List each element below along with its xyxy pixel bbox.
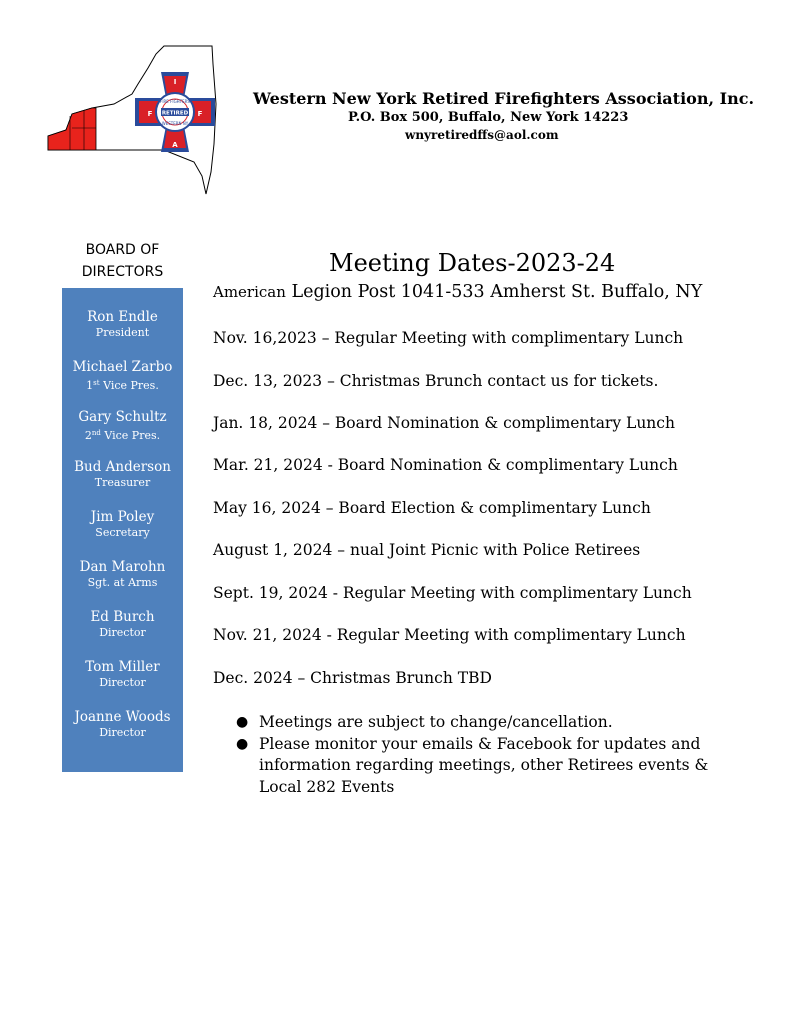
board-member xyxy=(62,309,183,340)
board-title-line2: DIRECTORS xyxy=(81,264,164,280)
list-item xyxy=(236,734,716,799)
venue-line xyxy=(213,281,702,303)
meeting-date-item: August 1, 2024 – nual Joint Picnic with Police Retirees xyxy=(213,541,641,559)
meeting-date-item: Sept. 19, 2024 - Regular Meeting with complimentary Lunch xyxy=(213,584,692,602)
member-role xyxy=(62,426,183,443)
note-text: Meetings are subject to change/cancellation. xyxy=(259,713,613,731)
member-name: Bud Anderson xyxy=(74,459,171,475)
meeting-date-item: Jan. 18, 2024 – Board Nomination & complimentary Lunch xyxy=(213,414,675,432)
board-title-line1: BOARD OF xyxy=(85,242,160,258)
member-role-rest: Vice Pres. xyxy=(99,379,159,392)
meeting-date-item: Dec. 2024 – Christmas Brunch TBD xyxy=(213,669,492,687)
member-role: President xyxy=(95,326,150,339)
page-title: Meeting Dates-2023-24 xyxy=(329,249,616,277)
board-title xyxy=(62,239,183,283)
board-member xyxy=(62,559,183,590)
meeting-date-item: May 16, 2024 – Board Election & complimentary Lunch xyxy=(213,499,651,517)
org-email: wnyretiredffs@aol.com xyxy=(405,128,559,142)
board-panel xyxy=(62,288,183,772)
member-role: Treasurer xyxy=(94,476,151,489)
member-role-ordinal: 1 xyxy=(86,379,94,392)
bullet-icon: ● xyxy=(236,714,249,730)
member-name: Gary Schultz xyxy=(78,409,167,425)
member-role-rest: Vice Pres. xyxy=(100,429,161,442)
member-name: Michael Zarbo xyxy=(72,359,173,375)
meeting-date-item: Nov. 16,2023 – Regular Meeting with complimentary Lunch xyxy=(213,329,684,347)
bullet-icon: ● xyxy=(236,735,249,752)
member-role-suffix: nd xyxy=(91,429,101,437)
member-role: Director xyxy=(99,626,146,639)
org-name: Western New York Retired Firefighters Association, Inc. xyxy=(253,89,755,108)
note-text: Please monitor your emails & Facebook for updates and information regarding meetings, other Retirees events & Local 282 Events xyxy=(259,734,709,796)
board-member xyxy=(62,609,183,640)
notes-list xyxy=(236,712,716,798)
board-member xyxy=(62,359,183,393)
board-member xyxy=(62,709,183,740)
member-name: Dan Marohn xyxy=(79,559,166,575)
member-name: Joanne Woods xyxy=(74,709,171,725)
org-address: P.O. Box 500, Buffalo, New York 14223 xyxy=(348,110,629,125)
member-name: Jim Poley xyxy=(90,509,155,525)
board-member xyxy=(62,509,183,540)
member-role-suffix: st xyxy=(93,379,100,387)
member-name: Tom Miller xyxy=(85,659,160,675)
member-role: Sgt. at Arms xyxy=(87,576,158,589)
meeting-date-item: Nov. 21, 2024 - Regular Meeting with complimentary Lunch xyxy=(213,626,686,644)
member-name: Ed Burch xyxy=(90,609,155,625)
logo-text-center: RETIRED xyxy=(161,110,189,117)
member-role: Director xyxy=(99,676,146,689)
logo-letter-bottom: A xyxy=(172,141,178,149)
venue-prefix: American xyxy=(213,283,286,301)
association-logo xyxy=(44,44,244,200)
logo-letter-right: F xyxy=(197,110,203,118)
meeting-date-item: Mar. 21, 2024 - Board Nomination & complimentary Lunch xyxy=(213,456,678,474)
list-item xyxy=(236,712,716,734)
board-member xyxy=(62,409,183,443)
member-role-ordinal: 2 xyxy=(84,429,92,442)
member-role xyxy=(62,376,183,393)
venue-address: Legion Post 1041-533 Amherst St. Buffalo, NY xyxy=(285,282,703,302)
member-role: Director xyxy=(99,726,146,739)
board-member xyxy=(62,659,183,690)
logo-text-top: FIRE FIGHTERS xyxy=(160,99,190,104)
member-name: Ron Endle xyxy=(87,309,158,325)
board-member xyxy=(62,459,183,490)
logo-letter-top: I xyxy=(173,78,177,86)
meeting-date-item: Dec. 13, 2023 – Christmas Brunch contact us for tickets. xyxy=(213,372,659,390)
logo-text-bottom: WESTERN NY xyxy=(161,121,189,126)
logo-letter-left: F xyxy=(147,110,153,118)
member-role: Secretary xyxy=(95,526,150,539)
